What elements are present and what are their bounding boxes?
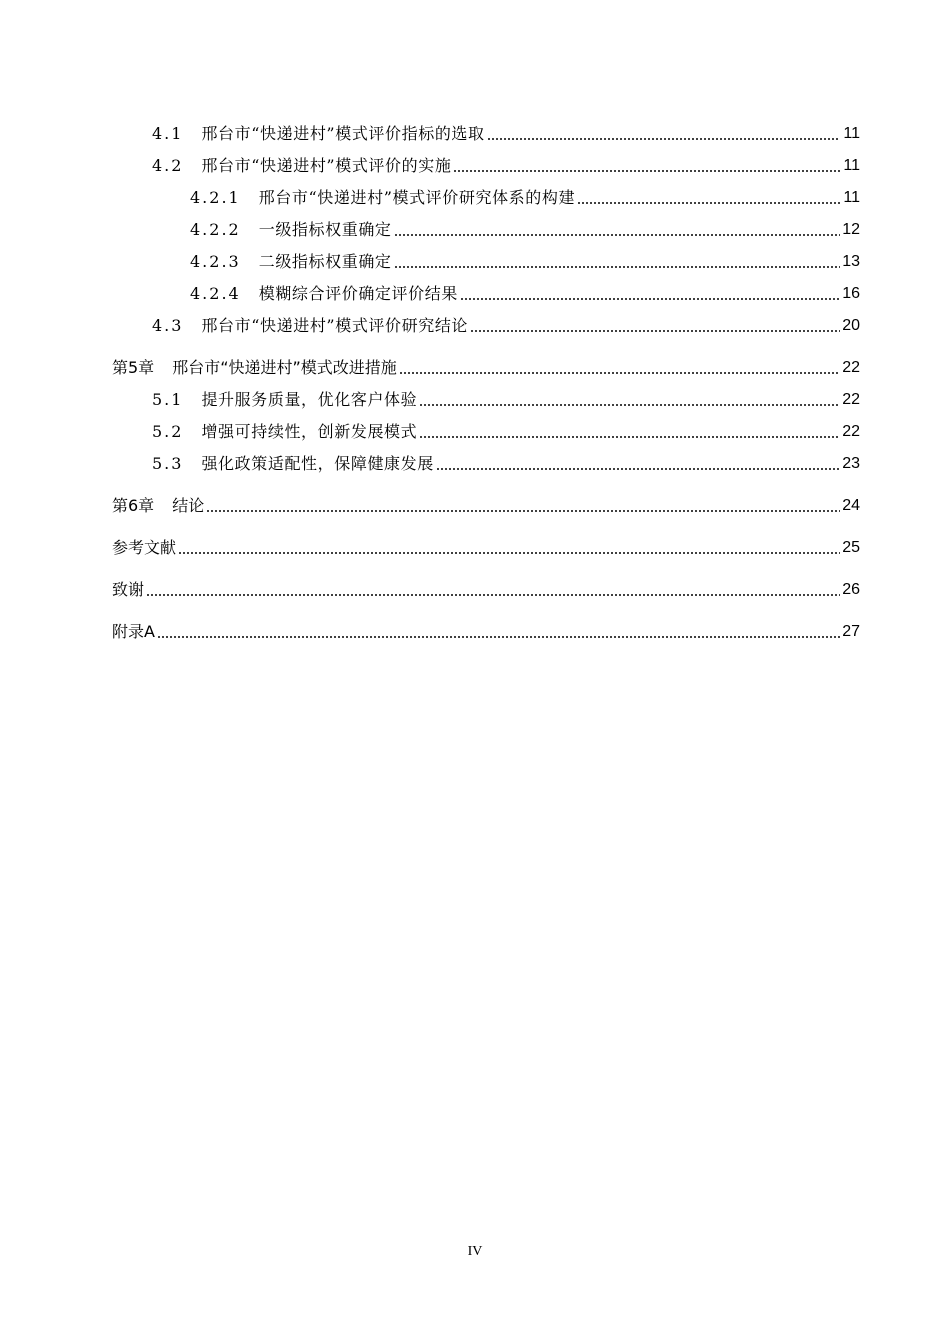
toc-entry-number: 4.3: [152, 316, 184, 335]
toc-entry-number: 4.2.4: [190, 284, 241, 303]
toc-entry-page: 11: [843, 157, 860, 174]
toc-entry-number: 4.2.3: [190, 252, 241, 271]
toc-entry-acknowledgements[interactable]: [112, 572, 860, 600]
toc-entry-title: 致谢: [112, 580, 145, 599]
toc-entry-4-2-2[interactable]: [112, 212, 860, 240]
toc-entry-title: 附录A: [112, 622, 155, 641]
toc-entry-number: 5.2: [152, 422, 184, 441]
dot-leader: [394, 234, 840, 236]
dot-leader: [419, 404, 840, 406]
toc-entry-title: 二级指标权重确定: [258, 252, 392, 271]
dot-leader: [460, 298, 840, 300]
toc-entry-title: 结论: [172, 496, 205, 515]
toc-entry-title: 邢台市“快递进村”模式评价研究结论: [201, 316, 469, 335]
toc-entry-page: 23: [842, 455, 860, 472]
toc-entry-appendix-a[interactable]: [112, 614, 860, 642]
toc-entry-4-2-3[interactable]: [112, 244, 860, 272]
toc-entry-chapter-6[interactable]: [112, 488, 860, 516]
toc-entry-references[interactable]: [112, 530, 860, 558]
dot-leader: [487, 138, 840, 140]
toc-entry-5-1[interactable]: [112, 382, 860, 410]
toc-entry-page: 16: [842, 285, 860, 302]
toc-entry-4-1[interactable]: [112, 116, 860, 144]
dot-leader: [419, 436, 840, 438]
dot-leader: [394, 266, 840, 268]
page-footer-number: IV: [467, 1244, 483, 1259]
toc-entry-number: 4.2.2: [190, 220, 241, 239]
dot-leader: [206, 510, 840, 512]
dot-leader: [157, 636, 840, 638]
toc-entry-title: 邢台市“快递进村”模式评价指标的选取: [201, 124, 485, 143]
toc-entry-page: 22: [842, 359, 860, 376]
toc-entry-number: 第5章: [112, 358, 155, 377]
toc-entry-4-2-4[interactable]: [112, 276, 860, 304]
toc-entry-number: 4.2.1: [190, 188, 241, 207]
toc-entry-4-2-1[interactable]: [112, 180, 860, 208]
toc-entry-page: 22: [842, 423, 860, 440]
toc-entry-title: 模糊综合评价确定评价结果: [258, 284, 458, 303]
dot-leader: [453, 170, 840, 172]
toc-entry-4-3[interactable]: [112, 308, 860, 336]
dot-leader: [399, 372, 840, 374]
toc-entry-page: 24: [842, 497, 860, 514]
toc-entry-page: 26: [842, 581, 860, 598]
toc-entry-title: 参考文献: [112, 538, 177, 557]
toc-entry-number: 5.1: [152, 390, 184, 409]
toc-entry-title: 邢台市“快递进村”模式改进措施: [172, 358, 397, 377]
toc-entry-4-2[interactable]: [112, 148, 860, 176]
dot-leader: [146, 594, 840, 596]
dot-leader: [577, 202, 840, 204]
toc-entry-number: 第6章: [112, 496, 155, 515]
toc-entry-5-3[interactable]: [112, 446, 860, 474]
toc-entry-page: 25: [842, 539, 860, 556]
toc-entry-title: 强化政策适配性，保障健康发展: [201, 454, 434, 473]
toc-entry-title: 增强可持续性，创新发展模式: [201, 422, 418, 441]
toc-entry-page: 13: [842, 253, 860, 270]
toc-entry-page: 20: [842, 317, 860, 334]
dot-leader: [436, 468, 840, 470]
toc-entry-title: 邢台市“快递进村”模式评价的实施: [201, 156, 452, 175]
toc-entry-chapter-5[interactable]: [112, 350, 860, 378]
toc-entry-number: 4.2: [152, 156, 184, 175]
toc-entry-5-2[interactable]: [112, 414, 860, 442]
toc-entry-page: 11: [843, 189, 860, 206]
toc-entry-title: 邢台市“快递进村”模式评价研究体系的构建: [258, 188, 576, 207]
toc-entry-title: 提升服务质量，优化客户体验: [201, 390, 418, 409]
dot-leader: [470, 330, 840, 332]
toc-entry-page: 27: [842, 623, 860, 640]
toc-entry-number: 5.3: [152, 454, 184, 473]
toc-entry-number: 4.1: [152, 124, 184, 143]
toc-entry-page: 11: [843, 125, 860, 142]
toc-entry-title: 一级指标权重确定: [258, 220, 392, 239]
dot-leader: [178, 552, 840, 554]
toc-entry-page: 22: [842, 391, 860, 408]
toc-entry-page: 12: [842, 221, 860, 238]
